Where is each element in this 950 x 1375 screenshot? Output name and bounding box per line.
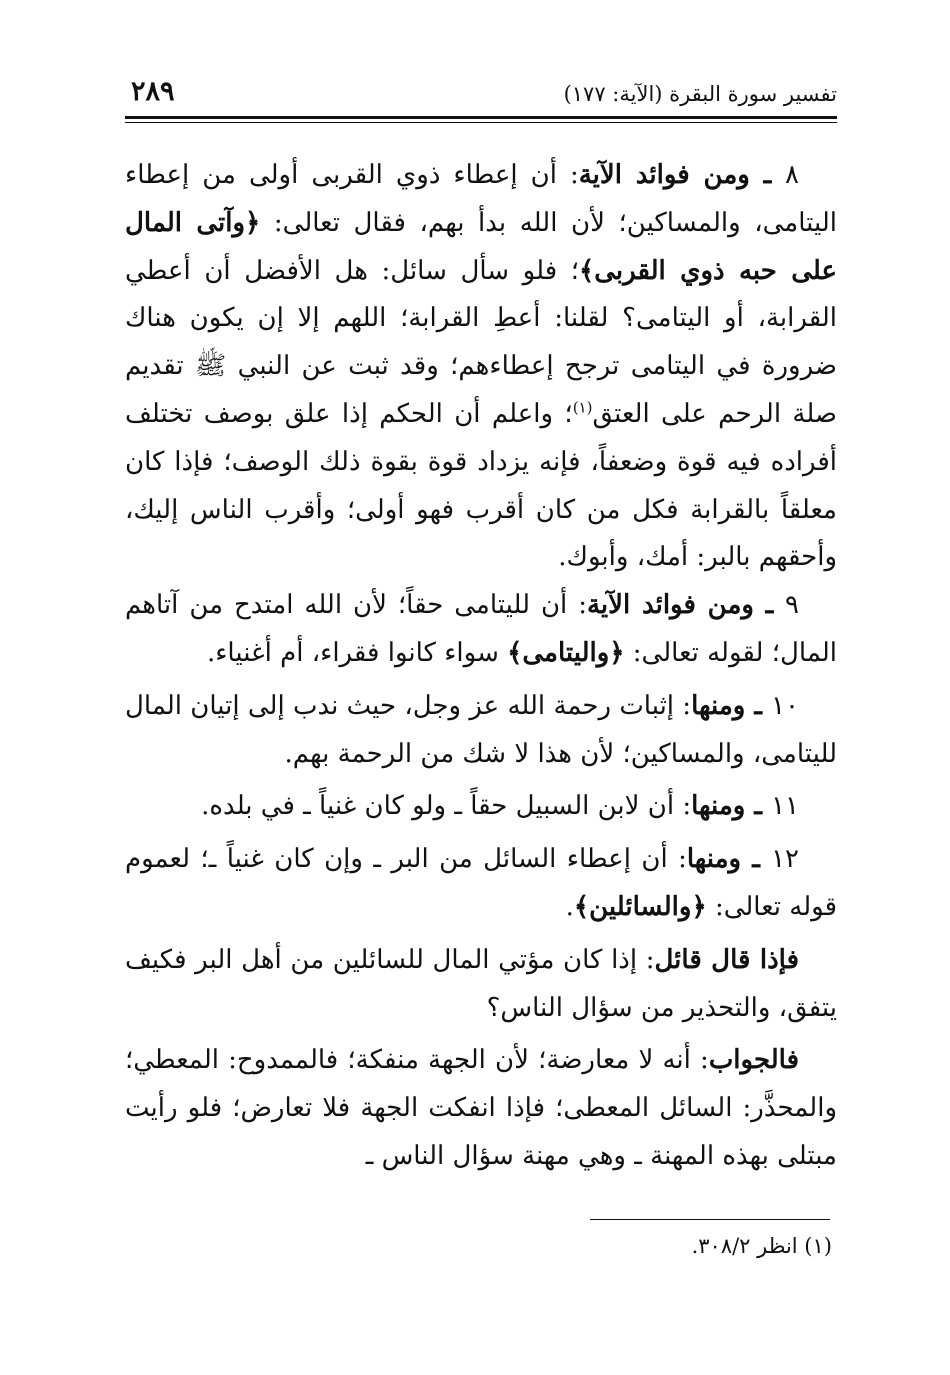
- lead-phrase: ومن فوائد الآية: [578, 160, 750, 190]
- item-number: ٩: [785, 590, 799, 621]
- header-rule-thin: [125, 122, 837, 123]
- paragraph-benefit-8: ٨ ـ ومن فوائد الآية: أن إعطاء ذوي القربى أولى من إعطاء اليتامى، والمساكين؛ لأن الله بدأ بهم، فقال تعالى: ﴿وآتى المال على حبه ذوي القربى﴾؛ فلو سأل سائل: هل الأفضل أن أعطي القرابة، أو اليتامى؟ لقلنا: أعطِ القرابة؛ اللهم إلا إن يكون هناك ضرورة في اليتامى ترجح إعطاءهم؛ وقد ثبت عن النبي ﷺ تقديم صلة الرحم على العتق$^{(١)}$؛ واعلم أن الحكم إذا علق بوصف تختلف أفراده فيه قوة وضعفاً، فإنه يزداد قوة بقوة ذلك الوصف؛ فإذا كان معلقاً بالقرابة فكل من كان أقرب فهو أولى؛ وأقرب الناس إليك، وأحقهم بالبر: أمك، وأبوك.: [125, 160, 838, 573]
- quran-quote: ﴿واليتامى﴾: [507, 637, 625, 668]
- item-number: ٨: [785, 160, 799, 190]
- paragraph-text: : أن إعطاء ذوي القربى أولى من إعطاء اليتامى، والمساكين؛ لأن الله بدأ بهم، فقال تعالى:: [125, 160, 837, 238]
- paragraph-benefit-10: ١٠ ـ ومنها: إثبات رحمة الله عز وجل، حيث ندب إلى إتيان المال لليتامى، والمساكين؛ لأن هذا لا شك من الرحمة بهم.: [125, 690, 837, 769]
- lead-phrase: ومنها: [691, 791, 746, 822]
- paragraph-text: : أن إعطاء السائل من البر ـ وإن كان غنياً ـ؛ لعموم قوله تعالى:: [125, 844, 837, 922]
- lead-phrase: ومنها: [686, 844, 742, 875]
- paragraph-text: : أنه لا معارضة؛ لأن الجهة منفكة؛ فالممدوح: المعطي؛ والمحذَّر: السائل المعطى؛ فإذا انفكت الجهة فلا تعارض؛ فلو رأيت مبتلى بهذه المهنة ـ وهي مهنة سؤال الناس ـ: [125, 1045, 837, 1171]
- lead-phrase: ومن فوائد الآية: [586, 590, 754, 621]
- item-number: ١١: [771, 791, 799, 822]
- paragraph-text: : أن لليتامى حقاً؛ لأن الله امتدح من آتاهم المال؛ لقوله تعالى:: [125, 590, 837, 668]
- footnote-ref: (١): [572, 398, 593, 417]
- page-number: ٢٨٩: [131, 76, 175, 107]
- running-title: تفسير سورة البقرة (الآية: ١٧٧): [563, 82, 837, 106]
- paragraph-text: : إذا كان مؤتي المال للسائلين من أهل البر فكيف يتفق، والتحذير من سؤال الناس؟: [125, 944, 837, 1023]
- item-number: ١٠: [771, 690, 799, 721]
- footnote-separator: [590, 1219, 830, 1220]
- quran-quote: ﴿والسائلين﴾: [573, 891, 707, 922]
- paragraph-text: ؛ فلو سأل سائل: هل الأفضل أن أعطي القرابة، أو اليتامى؟ لقلنا: أعطِ القرابة؛ اللهم إلا إن يكون هناك ضرورة في اليتامى ترجح إعطاءهم؛ وقد ثبت عن النبي ﷺ تقديم صلة الرحم على العتق: [125, 255, 838, 429]
- paragraph-benefit-9: ٩ ـ ومن فوائد الآية: أن لليتامى حقاً؛ لأن الله امتدح من آتاهم المال؛ لقوله تعالى: ﴿واليتامى﴾ سواء كانوا فقراء، أم أغنياء.: [125, 590, 837, 668]
- paragraph-text: ؛ واعلم أن الحكم إذا علق بوصف تختلف أفراده فيه قوة وضعفاً، فإنه يزداد قوة بقوة ذلك الوصف؛ فإذا كان معلقاً بالقرابة فكل من كان أقرب فهو أولى؛ وأقرب الناس إليك، وأحقهم بالبر: أمك، وأبوك.: [125, 398, 837, 573]
- footnote: (١) انظر ٣٠٨/٢.: [691, 1234, 832, 1258]
- main-text: [125, 152, 837, 1181]
- paragraph-text: : أن لابن السبيل حقاً ـ ولو كان غنياً ـ في بلده.: [201, 791, 692, 822]
- paragraph-text: .: [565, 891, 574, 922]
- lead-phrase: فالجواب: [708, 1045, 799, 1076]
- lead-phrase: ومنها: [691, 690, 746, 721]
- paragraph-question: [125, 937, 837, 1033]
- lead-phrase: فإذا قال قائل: [654, 944, 799, 975]
- item-number: ١٢: [771, 844, 799, 875]
- paragraph-answer: [125, 1037, 837, 1180]
- header-rule-thick: [125, 116, 837, 119]
- paragraph-text: : إثبات رحمة الله عز وجل، حيث ندب إلى إتيان المال لليتامى، والمساكين؛ لأن هذا لا شك من الرحمة بهم.: [125, 690, 837, 769]
- paragraph-text: سواء كانوا فقراء، أم أغنياء.: [206, 637, 508, 668]
- paragraph-benefit-11: ١١ ـ ومنها: أن لابن السبيل حقاً ـ ولو كان غنياً ـ في بلده.: [201, 791, 799, 822]
- page-header: [125, 76, 837, 116]
- paragraph-benefit-12: ١٢ ـ ومنها: أن إعطاء السائل من البر ـ وإن كان غنياً ـ؛ لعموم قوله تعالى: ﴿والسائلين﴾.: [125, 844, 837, 922]
- quran-quote: ﴿وآتى المال على حبه ذوي القربى﴾: [125, 207, 838, 286]
